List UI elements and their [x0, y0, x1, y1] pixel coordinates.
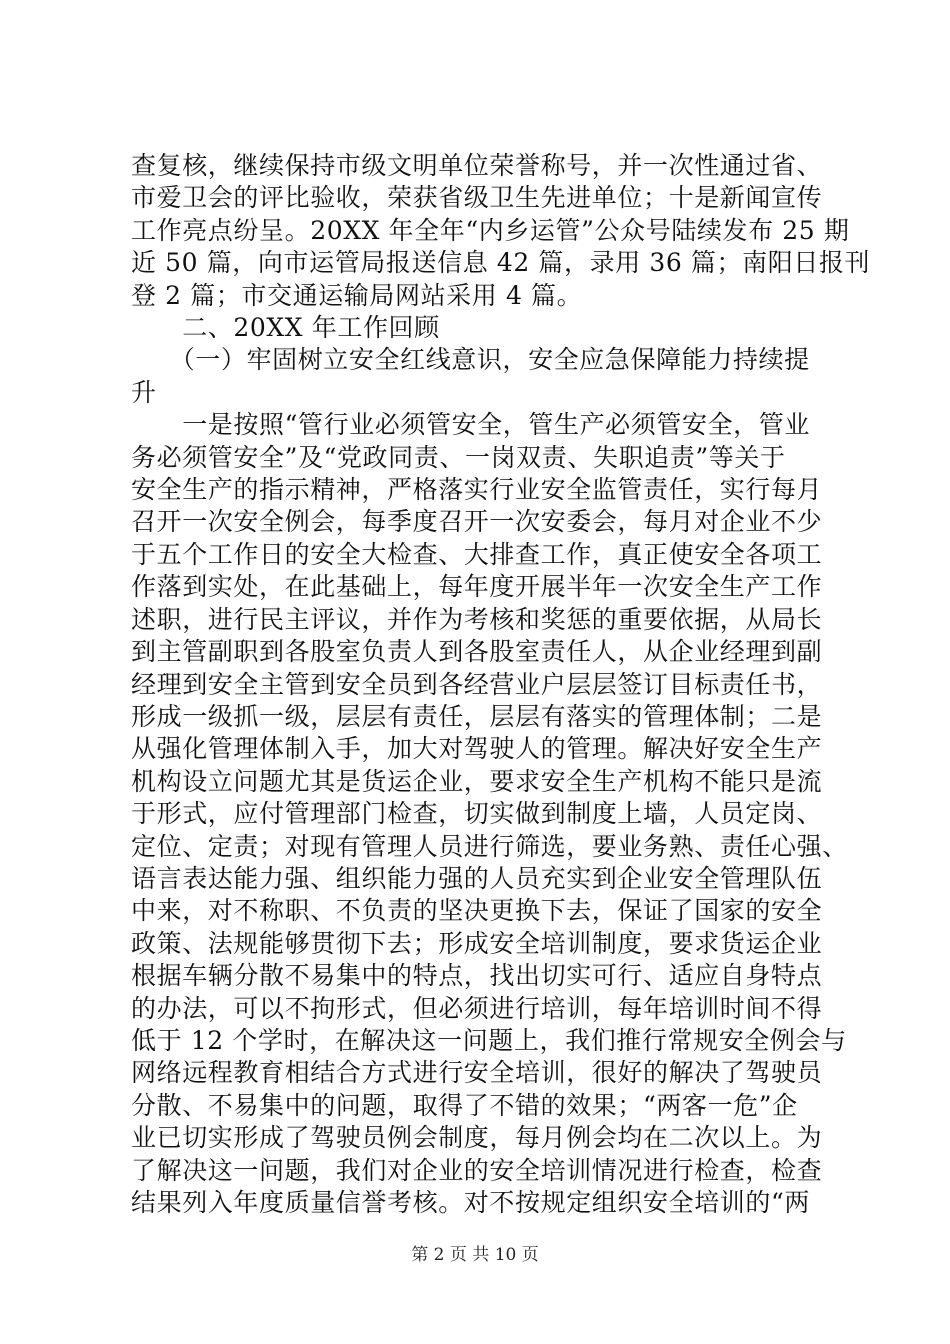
text-line: 定位、定责；对现有管理人员进行筛选，要业务熟、责任心强、 [131, 831, 848, 861]
text-line: 根据车辆分散不易集中的特点，找出切实可行、适应自身特点 [131, 961, 823, 991]
text-line: 一是按照“管行业必须管安全，管生产必须管安全，管业 [131, 410, 810, 440]
text-line: 于形式，应付管理部门检查，切实做到制度上墙，人员定岗、 [131, 799, 823, 829]
text-line: 形成一级抓一级，层层有责任，层层有落实的管理体制；二是 [131, 701, 823, 731]
page-footer [0, 1240, 950, 1265]
text-line: 近 50 篇，向市运管局报送信息 42 篇，录用 36 篇；南阳日报刊 [131, 248, 871, 278]
subsection-heading-cont: 升 [131, 377, 157, 407]
document-body [131, 150, 871, 1219]
text-line: 政策、法规能够贯彻下去；形成安全培训制度，要求货运企业 [131, 928, 823, 958]
text-line: 查复核，继续保持市级文明单位荣誉称号，并一次性通过省、 [131, 151, 823, 180]
text-line: 低于 12 个学时，在解决这一问题上，我们推行常规安全例会与 [131, 1025, 847, 1055]
text-line: 作落到实处，在此基础上，每年度开展半年一次安全生产工作 [131, 572, 823, 602]
text-line: 到主管副职到各股室负责人到各股室责任人，从企业经理到副 [131, 637, 823, 667]
text-line: 的办法，可以不拘形式，但必须进行培训，每年培训时间不得 [131, 993, 823, 1023]
text-line: 网络远程教育相结合方式进行安全培训，很好的解决了驾驶员 [131, 1058, 823, 1088]
text-line: 经理到安全主管到安全员到各经营业户层层签订目标责任书， [131, 669, 823, 699]
text-line: 机构设立问题尤其是货运企业，要求安全生产机构不能只是流 [131, 766, 823, 796]
text-line: 工作亮点纷呈。20XX 年全年“内乡运管”公众号陆续发布 25 期 [131, 215, 850, 245]
text-line: 从强化管理体制入手，加大对驾驶人的管理。解决好安全生产 [131, 734, 823, 764]
text-line: 于五个工作日的安全大检查、大排查工作，真正使安全各项工 [131, 539, 823, 569]
page-number-label: 第 2 页 共 10 页 [411, 1245, 539, 1265]
text-line: 分散、不易集中的问题，取得了不错的效果；“两客一危”企 [131, 1090, 798, 1120]
section-heading: 二、20XX 年工作回顾 [131, 313, 440, 343]
text-line: 市爱卫会的评比验收，荣获省级卫生先进单位；十是新闻宣传 [131, 183, 823, 213]
text-line: 语言表达能力强、组织能力强的人员充实到企业安全管理队伍 [131, 863, 823, 893]
text-line: 业已切实形成了驾驶员例会制度，每月例会均在二次以上。为 [131, 1123, 823, 1153]
text-line: 召开一次安全例会，每季度召开一次安委会，每月对企业不少 [131, 507, 823, 537]
text-line: 结果列入年度质量信誉考核。对不按规定组织安全培训的“两 [131, 1188, 810, 1217]
text-line: 登 2 篇；市交通运输局网站采用 4 篇。 [131, 280, 583, 310]
text-line: 安全生产的指示精神，严格落实行业安全监管责任，实行每月 [131, 475, 823, 505]
text-line: 中来，对不称职、不负责的坚决更换下去，保证了国家的安全 [131, 896, 823, 926]
text-line: 述职，进行民主评议，并作为考核和奖惩的重要依据，从局长 [131, 604, 823, 634]
text-line: 了解决这一问题，我们对企业的安全培训情况进行检查，检查 [131, 1155, 823, 1185]
subsection-heading: （一）牢固树立安全红线意识，安全应急保障能力持续提 [131, 345, 810, 375]
text-line: 务必须管安全”及“党政同责、一岗双责、失职追责”等关于 [131, 442, 786, 472]
